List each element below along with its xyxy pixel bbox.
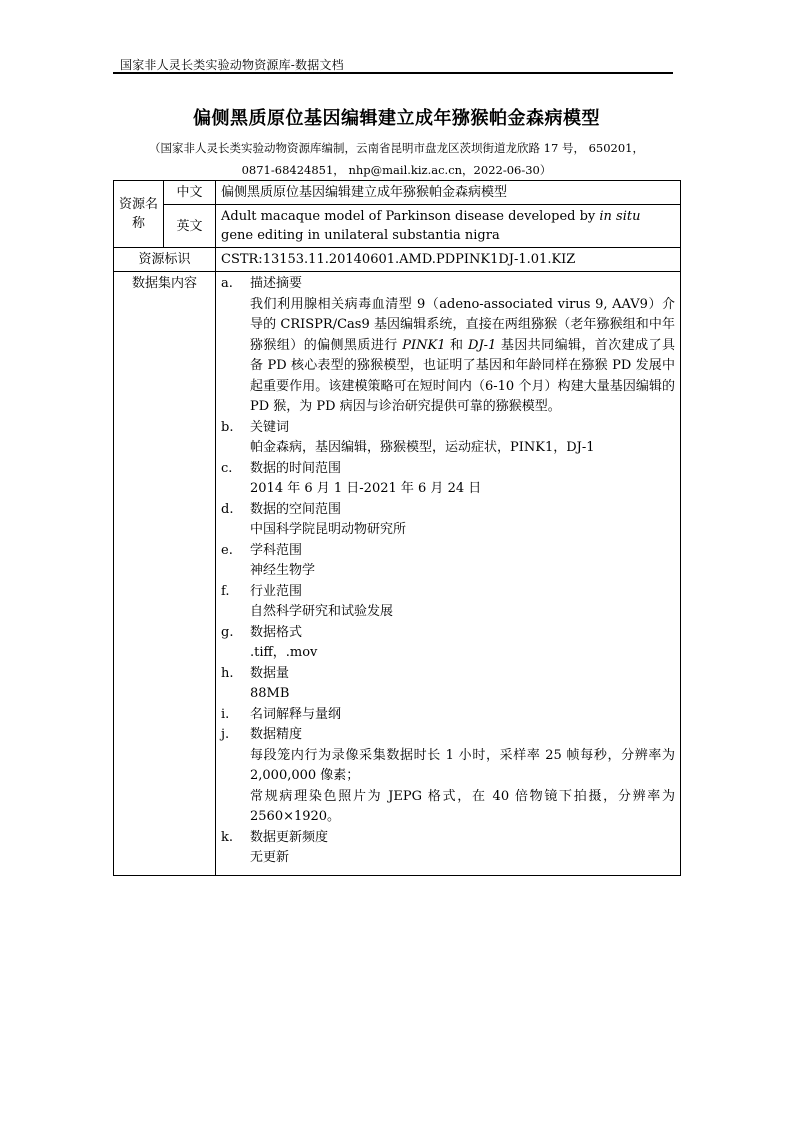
zh-label: 中文 xyxy=(164,181,216,205)
section-title: 数据量 xyxy=(250,665,290,681)
section-letter: a. xyxy=(221,276,233,291)
header-divider xyxy=(113,72,673,74)
section-e-body: 神经生物学 xyxy=(250,563,316,578)
section-letter: i. xyxy=(221,706,230,722)
en-label: 英文 xyxy=(164,205,216,248)
en-name-part2: gene editing in unilateral substantia nigra xyxy=(221,228,500,243)
resource-id-value: CSTR:13153.11.20140601.AMD.PDPINK1DJ-1.01.KIZ xyxy=(216,248,681,272)
section-k-heading xyxy=(221,828,675,849)
section-title: 行业范围 xyxy=(250,583,303,599)
section-c-heading xyxy=(221,459,675,480)
section-title: 学科范围 xyxy=(250,542,303,558)
section-letter: k. xyxy=(221,829,234,845)
section-title: 数据格式 xyxy=(250,624,303,640)
section-letter: f. xyxy=(221,583,230,599)
gene-pink1: PINK1 xyxy=(402,337,446,353)
metadata-table xyxy=(113,180,681,876)
section-letter: g. xyxy=(221,624,234,640)
section-letter: e. xyxy=(221,542,233,558)
section-e-heading xyxy=(221,541,675,562)
precision-video: 每段笼内行为录像采集数据时长 1 小时，采样率 25 帧每秒，分辨率为 2,000,000 像素； xyxy=(250,747,675,783)
section-h-body: 88MB xyxy=(250,686,290,701)
resource-id-label: 资源标识 xyxy=(114,248,216,272)
section-letter: b. xyxy=(221,419,234,435)
abstract-and: 和 xyxy=(445,337,469,353)
section-title: 数据的时间范围 xyxy=(250,460,342,476)
section-title: 描述摘要 xyxy=(250,276,303,291)
section-k-body: 无更新 xyxy=(250,850,290,865)
en-name-part1: Adult macaque model of Parkinson disease developed by xyxy=(221,209,600,224)
section-g-heading xyxy=(221,623,675,644)
section-c-body: 2014 年 6 月 1 日-2021 年 6 月 24 日 xyxy=(250,481,482,496)
resource-name-label: 资源名称 xyxy=(114,181,164,248)
section-letter: h. xyxy=(221,665,234,681)
section-d-heading xyxy=(221,500,675,521)
section-b-body: 帕金森病，基因编辑，猕猴模型，运动症状，PINK1，DJ-1 xyxy=(250,440,595,455)
gene-dj1: DJ-1 xyxy=(468,337,497,353)
section-title: 关键词 xyxy=(250,419,290,435)
section-g-body: .tiff，.mov xyxy=(250,645,318,660)
section-h-heading xyxy=(221,664,675,685)
dataset-content-label: 数据集内容 xyxy=(114,272,216,876)
source-line-1: （国家非人灵长类实验动物资源库编制，云南省昆明市盘龙区茨坝街道龙欣路 17 号， 650201， xyxy=(149,141,644,155)
section-a-body xyxy=(221,295,675,418)
section-b-heading xyxy=(221,418,675,439)
section-j-body xyxy=(221,746,675,828)
section-j-heading xyxy=(221,725,675,746)
section-title: 数据更新频度 xyxy=(250,829,329,845)
section-f-body: 自然科学研究和试验发展 xyxy=(250,604,394,619)
dataset-content-cell xyxy=(216,272,681,876)
section-letter: c. xyxy=(221,460,233,476)
en-name-italic: in situ xyxy=(599,209,641,224)
section-d-body: 中国科学院昆明动物研究所 xyxy=(250,522,407,537)
section-title: 数据精度 xyxy=(250,727,303,742)
page-header-text: 国家非人灵长类实验动物资源库-数据文档 xyxy=(120,58,344,72)
section-letter: d. xyxy=(221,501,234,517)
section-title: 数据的空间范围 xyxy=(250,501,342,517)
en-name-value xyxy=(216,205,681,248)
source-line-2: 0871-68424851， nhp@mail.kiz.ac.cn，2022-06-30） xyxy=(241,163,552,177)
abstract-part1: 我们利用腺相关病毒血清型 9（adeno-associated virus 9, AAV9）介导的 CRISPR/Cas9 基因编辑系统，直接在两组猕猴（老年猕猴组和中年猕猴组）的偏侧黑质进行 xyxy=(250,296,675,353)
section-title: 名词解释与量纲 xyxy=(250,706,342,722)
section-letter: j. xyxy=(221,727,230,742)
precision-photo: 常规病理染色照片为 JEPG 格式，在 40 倍物镜下拍摄，分辨率为 2560×1920。 xyxy=(250,788,675,824)
abstract-part2: 基因共同编辑，首次建成了具备 PD 核心表型的猕猴模型，也证明了基因和年龄同样在猕猴 PD 发展中起重要作用。该建模策略可在短时间内（6-10 个月）构建大量基因编辑的 PD 猴，为 PD 病因与诊治研究提供可靠的猕猴模型。 xyxy=(250,337,675,414)
zh-name-value: 偏侧黑质原位基因编辑建立成年猕猴帕金森病模型 xyxy=(216,181,681,205)
section-a-heading xyxy=(221,274,675,295)
section-i-heading xyxy=(221,705,675,726)
document-title: 偏侧黑质原位基因编辑建立成年猕猴帕金森病模型 xyxy=(193,108,600,129)
section-f-heading xyxy=(221,582,675,603)
